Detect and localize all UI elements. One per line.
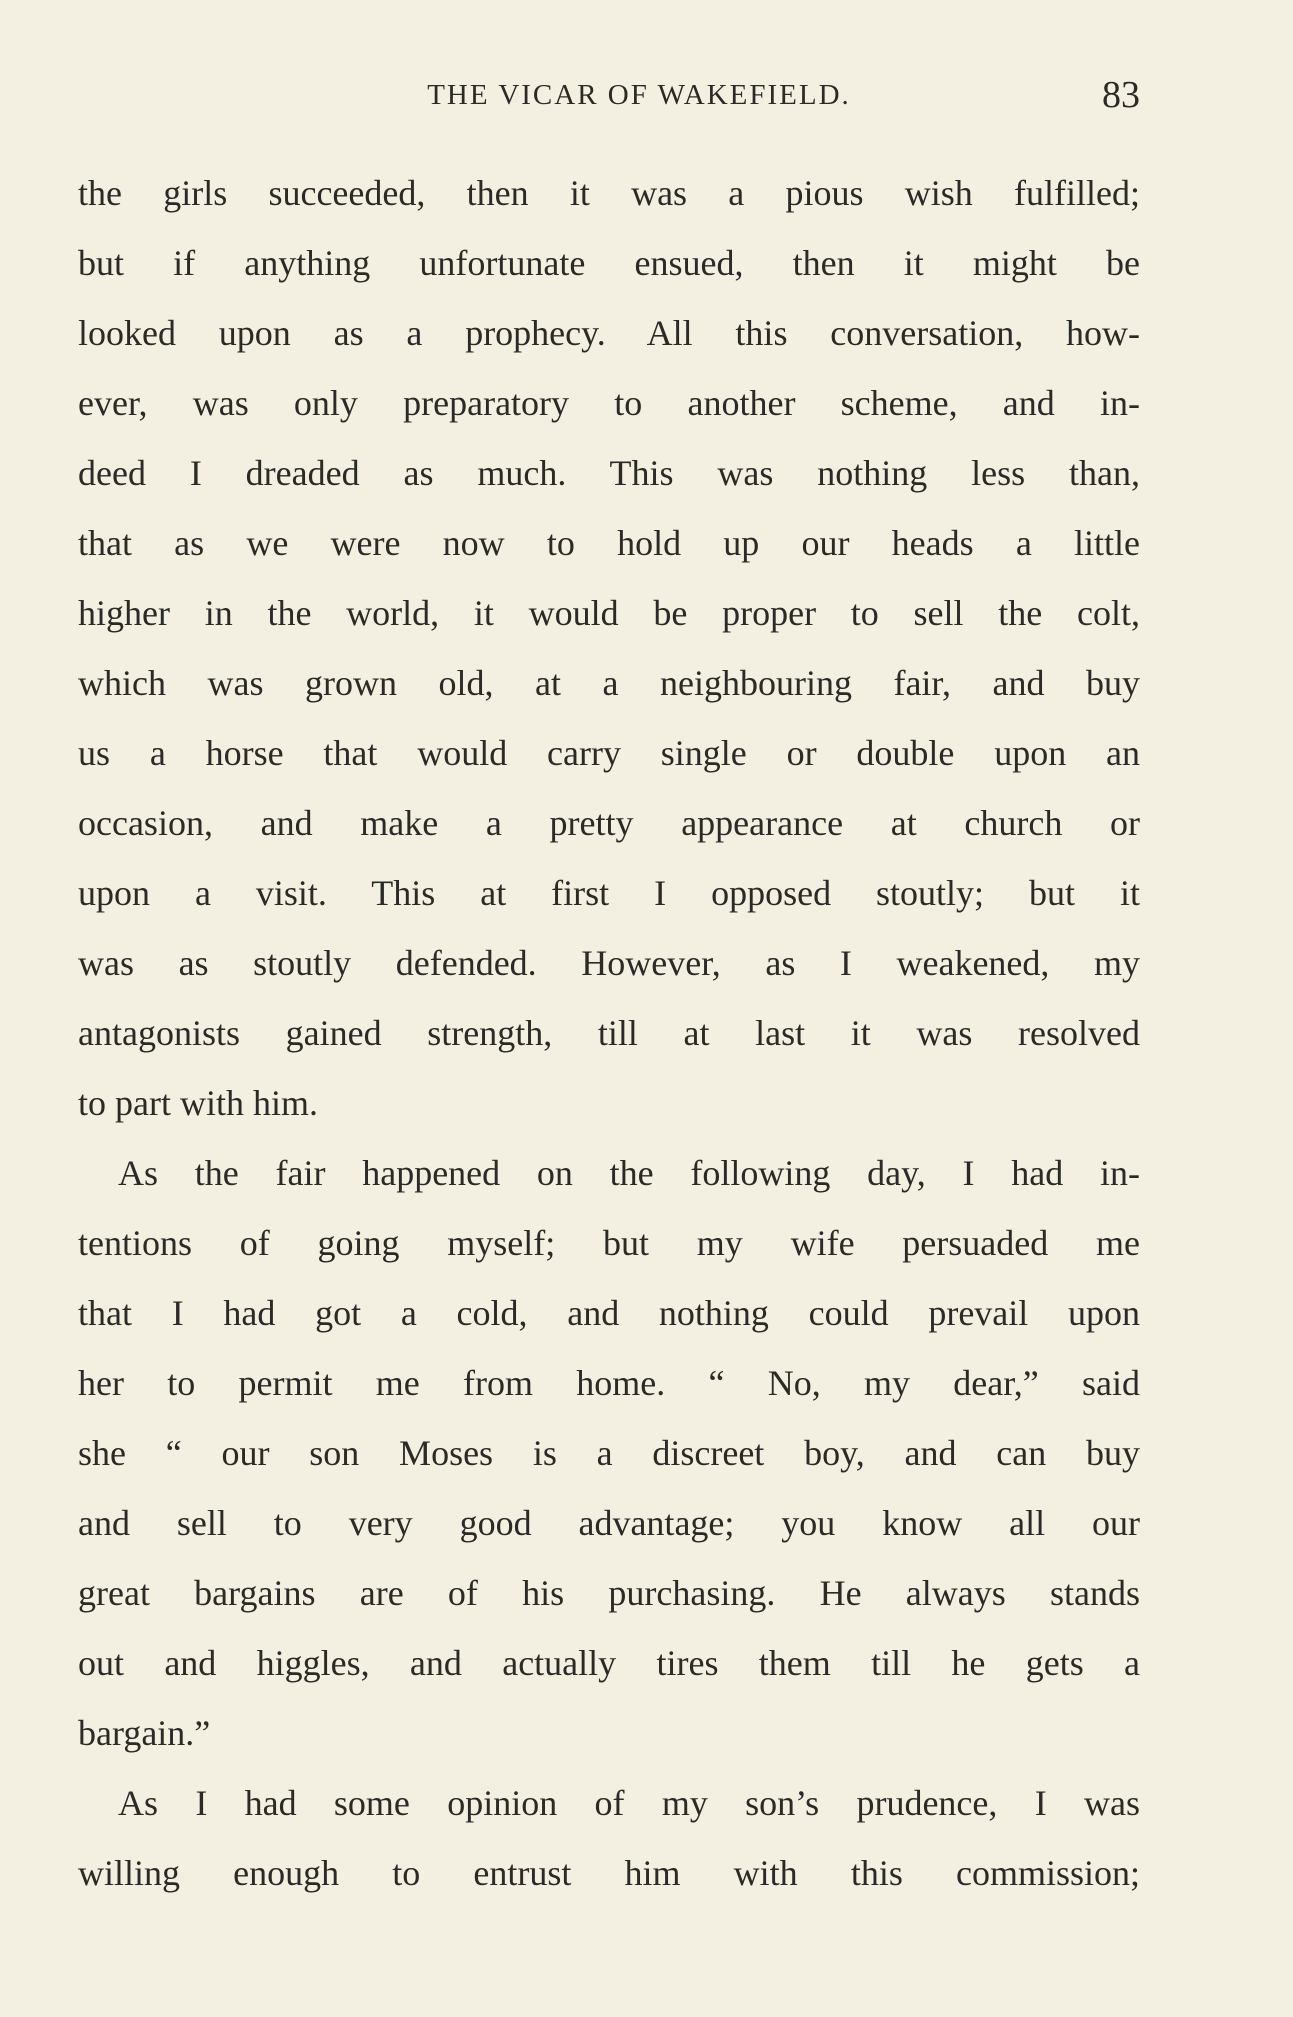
text-line: great bargains are of his purchasing. He always stands (78, 1573, 1140, 1613)
text-line: bargain.” (78, 1713, 211, 1753)
text-line: higher in the world, it would be proper to sell the colt, (78, 593, 1140, 633)
text-line: antagonists gained strength, till at last it was resolved (78, 1013, 1140, 1053)
text-line: that as we were now to hold up our heads a little (78, 523, 1140, 563)
text-line: was as stoutly defended. However, as I weakened, my (78, 943, 1140, 983)
text-line: upon a visit. This at first I opposed stoutly; but it (78, 873, 1140, 913)
text-line: looked upon as a prophecy. All this conversation, how- (78, 313, 1140, 353)
text-line: willing enough to entrust him with this commission; (78, 1853, 1140, 1893)
text-line: tentions of going myself; but my wife persuaded me (78, 1223, 1140, 1263)
text-line: As the fair happened on the following day, I had in- (118, 1153, 1140, 1193)
text-line: the girls succeeded, then it was a pious wish fulfilled; (78, 173, 1140, 213)
text-line: As I had some opinion of my son’s prudence, I was (118, 1783, 1140, 1823)
body-text (78, 158, 1140, 1908)
text-line: occasion, and make a pretty appearance at church or (78, 803, 1140, 843)
running-head (78, 70, 1140, 120)
running-title: THE VICAR OF WAKEFIELD. (427, 79, 851, 111)
text-line: she “ our son Moses is a discreet boy, and can buy (78, 1433, 1140, 1473)
text-line: to part with him. (78, 1083, 318, 1123)
text-line: ever, was only preparatory to another scheme, and in- (78, 383, 1140, 423)
text-line: us a horse that would carry single or double upon an (78, 733, 1140, 773)
text-line: but if anything unfortunate ensued, then it might be (78, 243, 1140, 283)
text-line: her to permit me from home. “ No, my dear,” said (78, 1363, 1140, 1403)
text-line: out and higgles, and actually tires them till he gets a (78, 1643, 1140, 1683)
text-line: that I had got a cold, and nothing could prevail upon (78, 1293, 1140, 1333)
page-number: 83 (1102, 74, 1140, 116)
text-line: deed I dreaded as much. This was nothing less than, (78, 453, 1140, 493)
text-line: which was grown old, at a neighbouring fair, and buy (78, 663, 1140, 703)
text-line: and sell to very good advantage; you know all our (78, 1503, 1140, 1543)
